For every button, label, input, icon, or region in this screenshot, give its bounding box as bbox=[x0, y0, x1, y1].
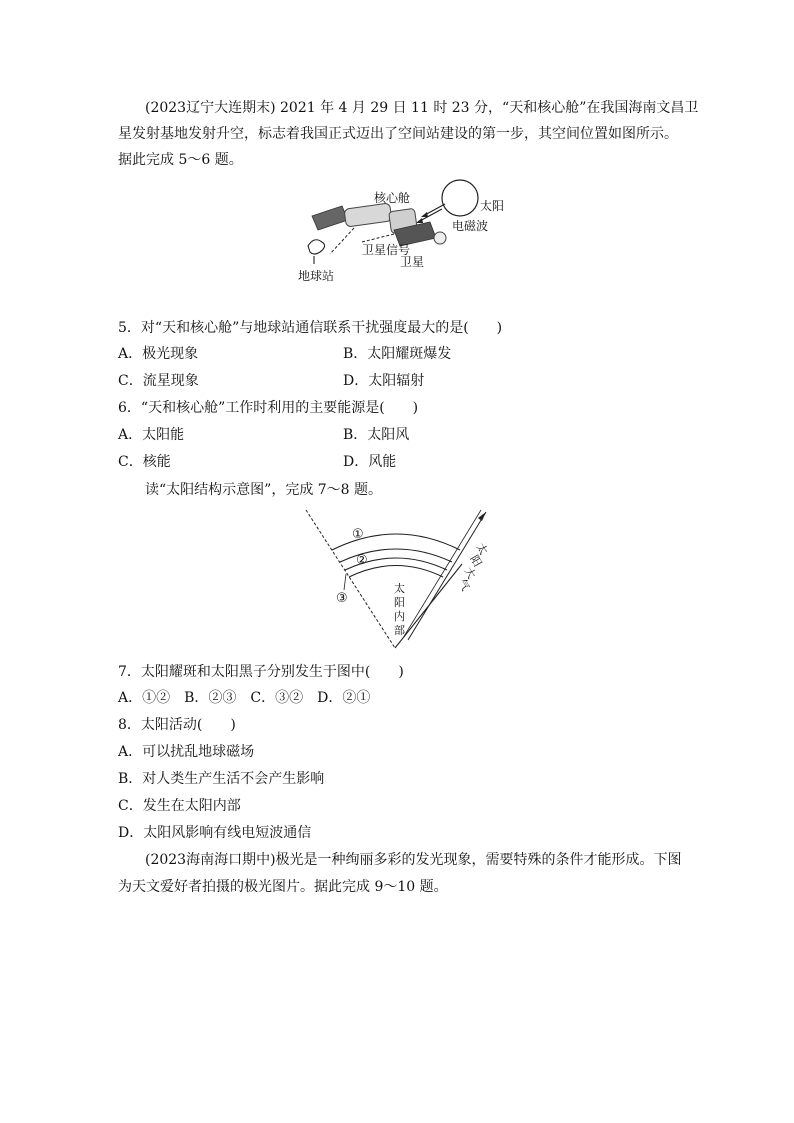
intro1-line1: (2023辽宁大连期末) 2021 年 4 月 29 日 11 时 23 分，“天和核心舱”在我国海南文昌卫 bbox=[145, 100, 699, 116]
svg-text:内: 内 bbox=[394, 610, 405, 623]
q8-option-a: A．可以扰乱地球磁场 bbox=[118, 744, 255, 760]
label-sun-atmosphere bbox=[455, 541, 491, 594]
svg-text:太: 太 bbox=[394, 582, 405, 595]
q7-stem: 7．太阳耀斑和太阳黑子分别发生于图中( ) bbox=[118, 664, 404, 680]
svg-text:阳: 阳 bbox=[467, 553, 485, 570]
label-em-wave: 电磁波 bbox=[452, 219, 489, 233]
q8-option-b: B．对人类生产生活不会产生影响 bbox=[118, 771, 325, 787]
label-core-module: 核心舱 bbox=[374, 191, 411, 205]
sun-structure-figure bbox=[296, 506, 506, 654]
solar-panel-left bbox=[312, 206, 348, 230]
q5-stem: 5．对“天和核心舱”与地球站通信联系干扰强度最大的是( ) bbox=[118, 320, 503, 336]
sun-icon bbox=[442, 180, 478, 216]
intro1-line3: 据此完成 5～6 题。 bbox=[118, 152, 243, 168]
ground-station-icon bbox=[308, 240, 325, 254]
q8-stem: 8．太阳活动( ) bbox=[118, 717, 236, 733]
label-layer-2: ② bbox=[356, 553, 368, 568]
label-sat-signal: 卫星信号 bbox=[362, 243, 411, 257]
label-layer-3: ③ bbox=[336, 591, 348, 606]
intro2: 读“太阳结构示意图”，完成 7～8 题。 bbox=[145, 482, 383, 498]
space-station-figure bbox=[290, 176, 510, 288]
label-ground-station: 地球站 bbox=[298, 269, 335, 283]
svg-text:阳: 阳 bbox=[394, 596, 405, 609]
intro1-line2: 星发射基地发射升空，标志着我国正式迈出了空间站建设的第一步，其空间位置如图所示。 bbox=[118, 126, 678, 142]
q8-option-d: D．太阳风影响有线电短波通信 bbox=[118, 825, 312, 841]
q6-option-d: D．风能 bbox=[343, 454, 397, 470]
q5-option-c: C．流星现象 bbox=[118, 373, 199, 389]
core-module-body bbox=[344, 203, 392, 227]
label-sun: 太阳 bbox=[480, 199, 505, 213]
label-satellite: 卫星 bbox=[400, 255, 425, 269]
q5-option-a: A．极光现象 bbox=[118, 346, 199, 362]
label-sun-interior bbox=[394, 581, 405, 637]
svg-text:气: 气 bbox=[455, 577, 473, 594]
q6-option-b: B．太阳风 bbox=[343, 427, 410, 443]
q7-options: A．①② B．②③ C．③② D．②① bbox=[118, 690, 371, 706]
q8-option-c: C．发生在太阳内部 bbox=[118, 798, 241, 814]
q6-option-a: A．太阳能 bbox=[118, 427, 185, 443]
q5-option-d: D．太阳辐射 bbox=[343, 373, 425, 389]
q6-stem: 6．“天和核心舱”工作时利用的主要能源是( ) bbox=[118, 400, 419, 416]
intro3-line1: (2023海南海口期中)极光是一种绚丽多彩的发光现象，需要特殊的条件才能形成。下图 bbox=[145, 852, 682, 868]
q5-option-b: B．太阳耀斑爆发 bbox=[343, 346, 452, 362]
q6-option-c: C．核能 bbox=[118, 454, 171, 470]
svg-text:太: 太 bbox=[473, 541, 491, 558]
svg-text:大: 大 bbox=[461, 565, 479, 582]
label-layer-1: ① bbox=[352, 527, 364, 542]
intro3-line2: 为天文爱好者拍摄的极光图片。据此完成 9～10 题。 bbox=[118, 879, 448, 895]
svg-text:部: 部 bbox=[394, 624, 405, 637]
